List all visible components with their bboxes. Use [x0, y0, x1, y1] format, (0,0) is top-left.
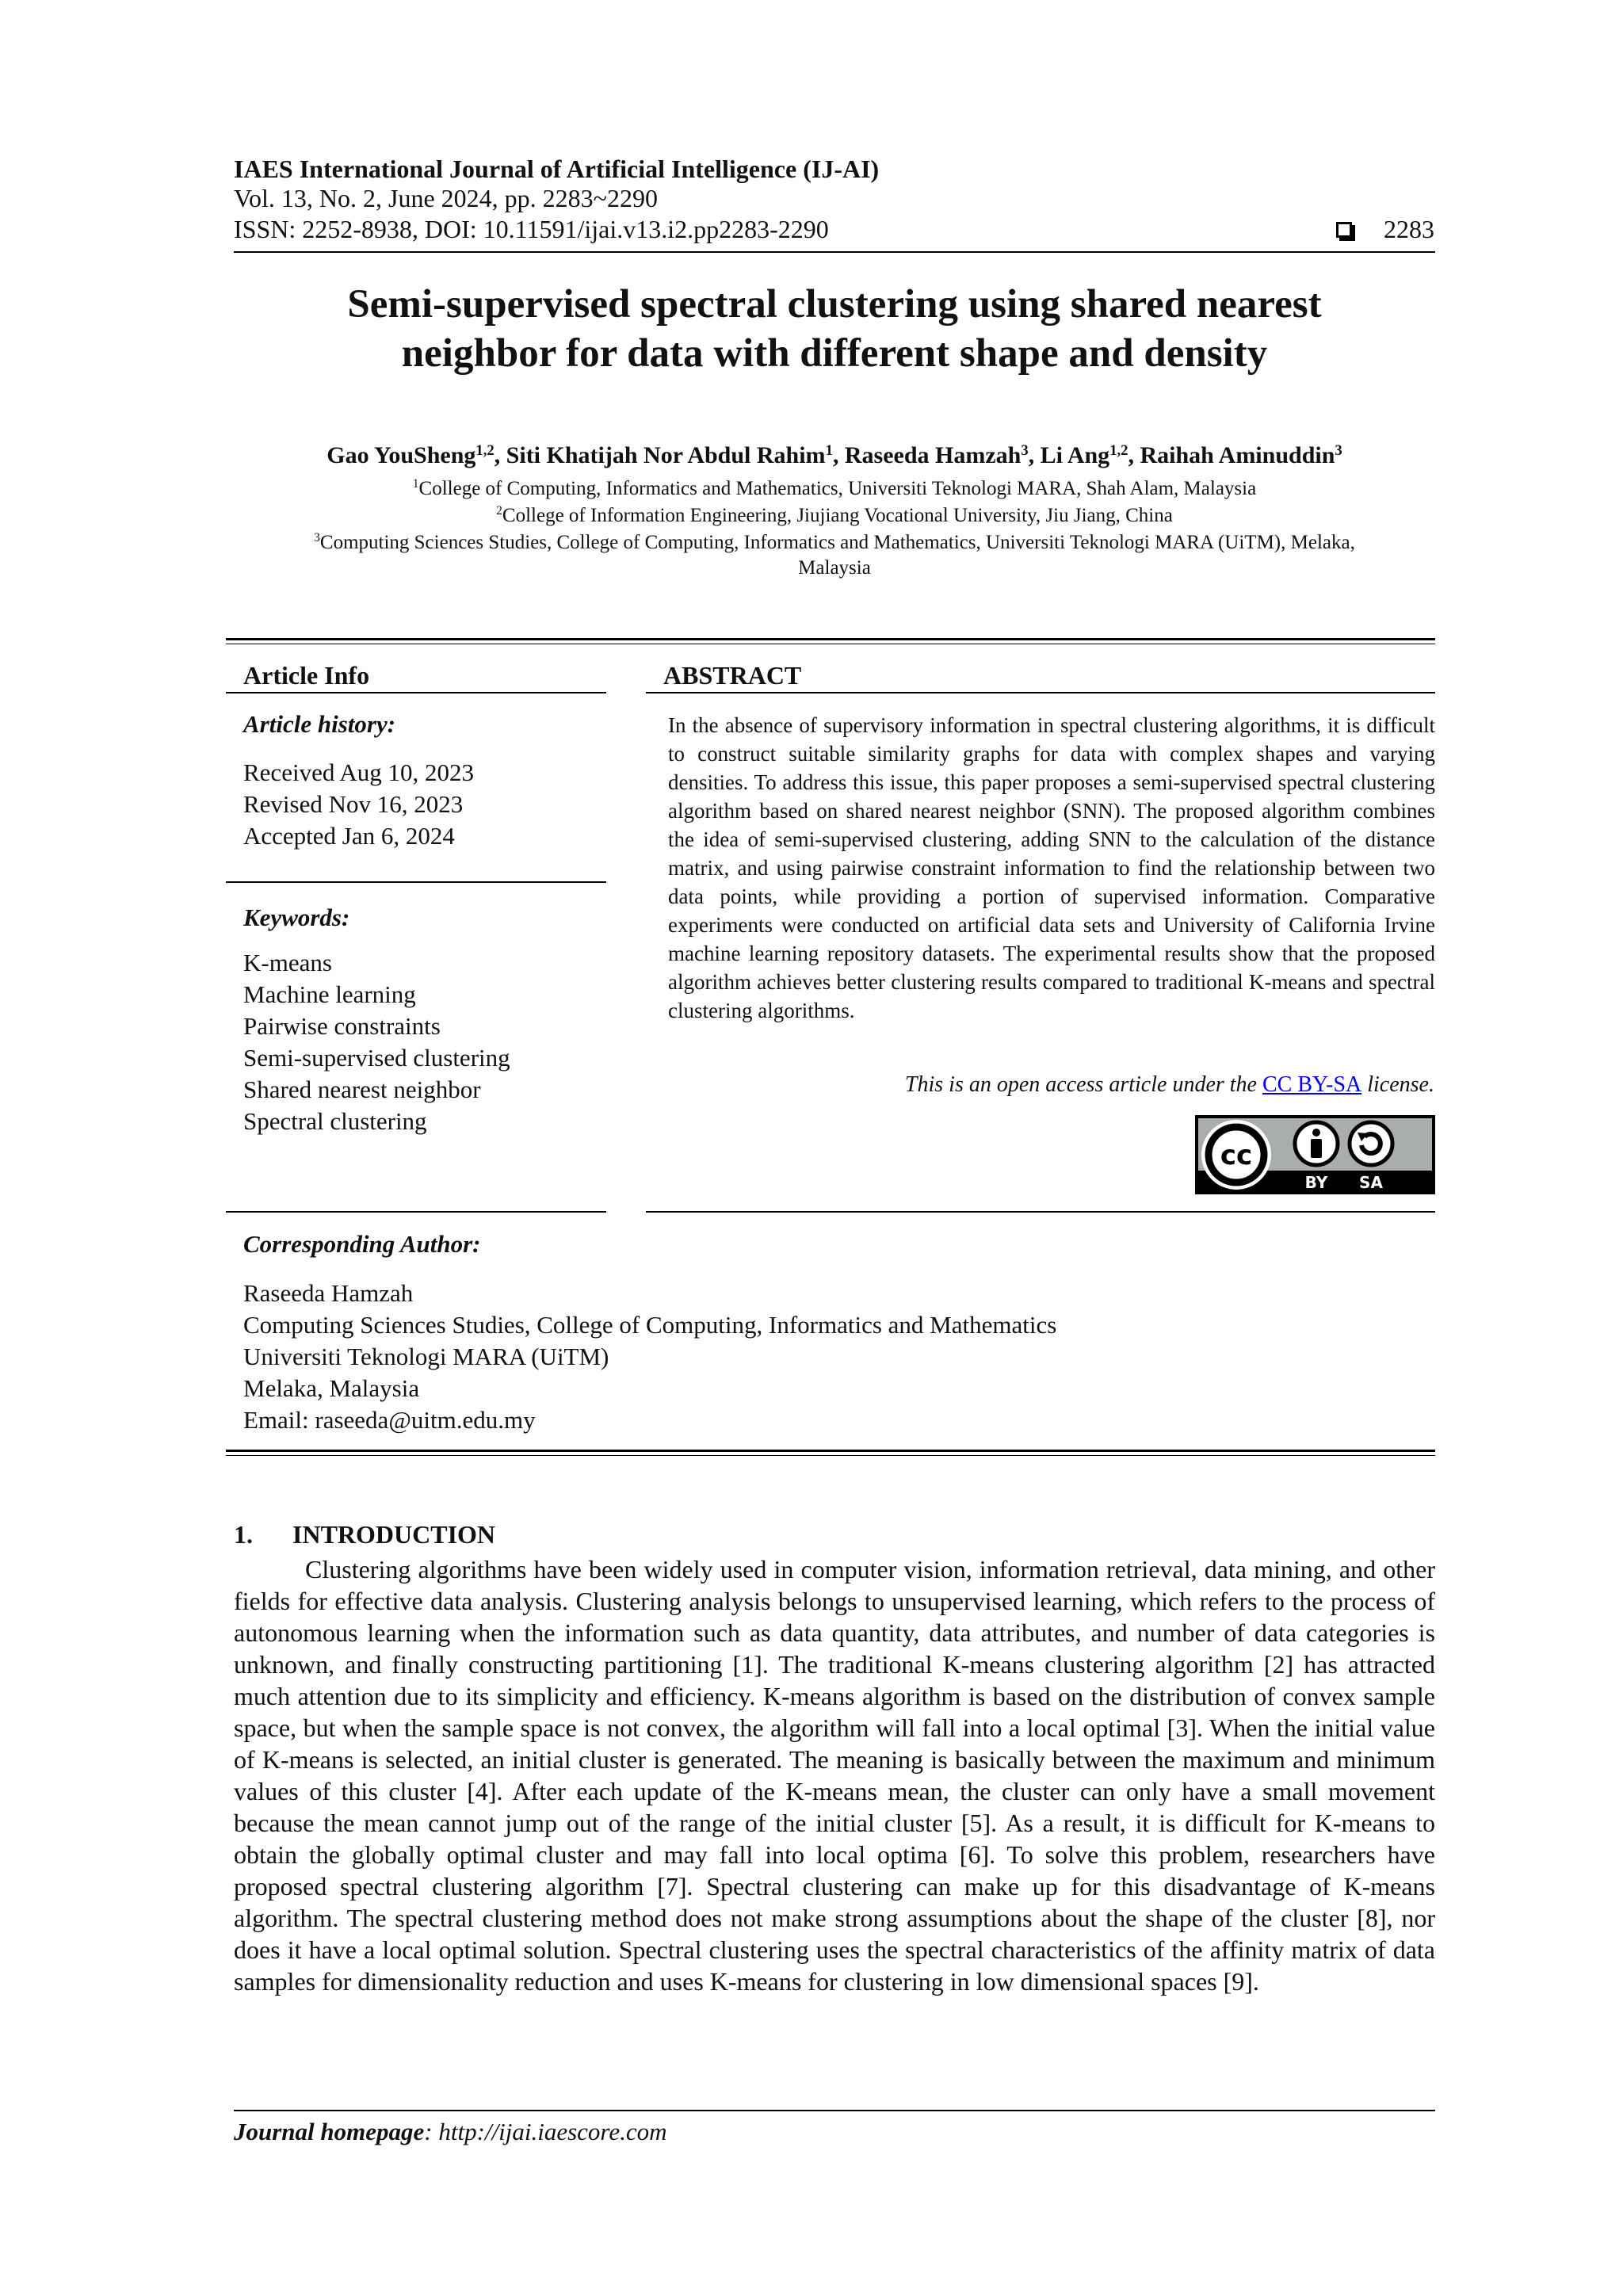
author-affil-sup: 1,2: [475, 441, 495, 459]
corresponding-author-block: [243, 1278, 1056, 1436]
keywords-rule: [226, 1211, 606, 1213]
homepage-label: Journal homepage: [234, 2118, 425, 2145]
homepage-url[interactable]: http://ijai.iaescore.com: [432, 2118, 667, 2145]
article-info-heading: Article Info: [243, 661, 370, 690]
keywords-heading: Keywords:: [243, 904, 350, 931]
license-line: [905, 1072, 1434, 1098]
volume-line: Vol. 13, No. 2, June 2024, pp. 2283~2290: [234, 184, 658, 212]
received-date: Received Aug 10, 2023: [243, 758, 475, 786]
corresponding-email: Email: raseeda@uitm.edu.my: [243, 1406, 536, 1434]
cc-by-sa-badge-icon[interactable]: [1195, 1115, 1435, 1194]
article-history-dates: [243, 757, 474, 852]
abstract-bottom-rule: [646, 1211, 1435, 1213]
keyword-item: Machine learning: [243, 980, 416, 1008]
author-affil-sup: 3: [1335, 441, 1342, 459]
author-name: Raihah Aminuddin: [1140, 442, 1335, 468]
author-name: Siti Khatijah Nor Abdul Rahim: [506, 442, 826, 468]
info-bottom-rule: [226, 1450, 1435, 1452]
affil-sup: 2: [496, 504, 502, 518]
info-bottom-rule-thin: [226, 1455, 1435, 1456]
affil-text: College of Information Engineering, Jiujiang Vocational University, Jiu Jiang, China: [502, 505, 1173, 526]
keyword-item: Semi-supervised clustering: [243, 1044, 510, 1072]
affiliation-3-cont: [234, 555, 1435, 582]
keyword-item: Pairwise constraints: [243, 1012, 441, 1040]
title-line-1: Semi-supervised spectral clustering using shared nearest: [347, 282, 1322, 327]
header-right: [1336, 215, 1434, 244]
introduction-paragraph: Clustering algorithms have been widely used in computer vision, information retrieval, data mining, and other fields for effective data analysis. Clustering analysis belongs to unsupervised learning, which refers to the process of autonomous learning when the information such as data quantity, data attributes, and number of data categories is unknown, and finally constructing partitioning [1]. The traditional K-means clustering algorithm [2] has attracted much attention due to its simplicity and efficiency. K-means algorithm is based on the distribution of convex sample space, but when the sample space is not convex, the algorithm will fall into a local optimal [3]. When the initial value of K-means is selected, an initial cluster is generated. The meaning is basically between the maximum and minimum values of this cluster [4]. After each update of the K-means mean, the cluster can only have a small movement because the mean cannot jump out of the range of the initial cluster [5]. As a result, it is difficult for K-means to obtain the globally optimal cluster and may fall into local optima [6]. To solve this problem, researchers have proposed spectral clustering algorithm [7]. Spectral clustering can make up for this disadvantage of K-means algorithm. The spectral clustering method does not make strong assumptions about the shape of the cluster [8], nor does it have a local optimal solution. Spectral clustering uses the spectral characteristics of the affinity matrix of data samples for dimensionality reduction and uses K-means for clustering in low dimensional spaces [9].: [234, 1555, 1435, 1996]
section-heading-introduction: [234, 1520, 495, 1549]
history-rule: [226, 881, 606, 883]
accepted-date: Accepted Jan 6, 2024: [243, 822, 455, 850]
page-number: 2283: [1384, 215, 1434, 243]
author-name: Gao YouSheng: [327, 442, 476, 468]
keyword-item: Shared nearest neighbor: [243, 1075, 481, 1103]
cc-by-sa-link[interactable]: CC BY-SA: [1262, 1072, 1362, 1097]
author-separator: ,: [832, 442, 845, 468]
author-name: Raseeda Hamzah: [844, 442, 1022, 468]
author-affil-sup: 3: [1021, 441, 1029, 459]
section-title: INTRODUCTION: [292, 1520, 496, 1549]
homepage-colon: :: [424, 2118, 433, 2145]
keyword-list: [243, 947, 510, 1137]
keyword-item: K-means: [243, 949, 332, 976]
corresponding-author-heading: Corresponding Author:: [243, 1230, 481, 1258]
author-separator: ,: [1028, 442, 1041, 468]
affil-text: Malaysia: [798, 557, 871, 579]
section-number: 1.: [234, 1520, 253, 1549]
cc-text: cc: [1220, 1140, 1253, 1171]
corresponding-name: Raseeda Hamzah: [243, 1279, 414, 1307]
footer-rule: [234, 2110, 1435, 2111]
affiliation-1: [234, 476, 1435, 502]
affiliation-3: [234, 529, 1435, 556]
author-separator: ,: [1128, 442, 1140, 468]
article-history-heading: Article history:: [243, 710, 396, 738]
corresponding-university: Universiti Teknologi MARA (UiTM): [243, 1343, 609, 1370]
abstract-rule: [646, 692, 1435, 693]
license-prefix: This is an open access article under the: [904, 1072, 1262, 1097]
abstract-heading: ABSTRACT: [663, 661, 802, 690]
affil-sup: 1: [412, 477, 419, 491]
author-list: [234, 442, 1435, 469]
journal-homepage: [234, 2118, 667, 2146]
affil-text: College of Computing, Informatics and Mathematics, Universiti Teknologi MARA, Shah Alam, Malaysia: [418, 478, 1257, 499]
article-info-rule: [226, 692, 606, 693]
author-name: Li Ang: [1040, 442, 1110, 468]
corresponding-dept: Computing Sciences Studies, College of Computing, Informatics and Mathematics: [243, 1311, 1057, 1339]
author-affil-sup: 1: [825, 441, 833, 459]
sa-label: SA: [1359, 1173, 1383, 1192]
header-rule: [234, 251, 1435, 253]
revised-date: Revised Nov 16, 2023: [243, 790, 464, 818]
square-bullet-icon: [1336, 222, 1352, 238]
affil-sup: 3: [314, 531, 320, 545]
license-suffix: license.: [1361, 1072, 1434, 1097]
keyword-item: Spectral clustering: [243, 1107, 427, 1135]
info-top-rule: [226, 638, 1435, 640]
title-line-2: neighbor for data with different shape and density: [401, 331, 1268, 376]
affil-text: Computing Sciences Studies, College of Computing, Informatics and Mathematics, Universiti Teknologi MARA (UiTM), Melaka,: [319, 532, 1355, 553]
abstract-text: In the absence of supervisory information in spectral clustering algorithms, it is difficult to construct suitable similarity graphs for data with complex shapes and varying densities. To address this issue, this paper proposes a semi-supervised spectral clustering algorithm based on shared nearest neighbor (SNN). The proposed algorithm combines the idea of semi-supervised clustering, adding SNN to the calculation of the distance matrix, and using pairwise constraint information to find the relationship between two data points, while providing a portion of supervised information. Comparative experiments were conducted on artificial data sets and University of California Irvine machine learning repository datasets. The experimental results show that the proposed algorithm achieves better clustering results compared to traditional K-means and spectral clustering algorithms.: [668, 713, 1435, 1022]
author-affil-sup: 1,2: [1109, 441, 1128, 459]
issn-doi-line: ISSN: 2252-8938, DOI: 10.11591/ijai.v13.i2.pp2283-2290: [234, 215, 829, 243]
by-label: BY: [1304, 1173, 1328, 1192]
affiliation-2: [234, 502, 1435, 529]
journal-name: IAES International Journal of Artificial Intelligence (IJ-AI): [234, 155, 880, 183]
paper-title: [234, 280, 1435, 378]
corresponding-city: Melaka, Malaysia: [243, 1374, 420, 1402]
author-separator: ,: [494, 442, 506, 468]
